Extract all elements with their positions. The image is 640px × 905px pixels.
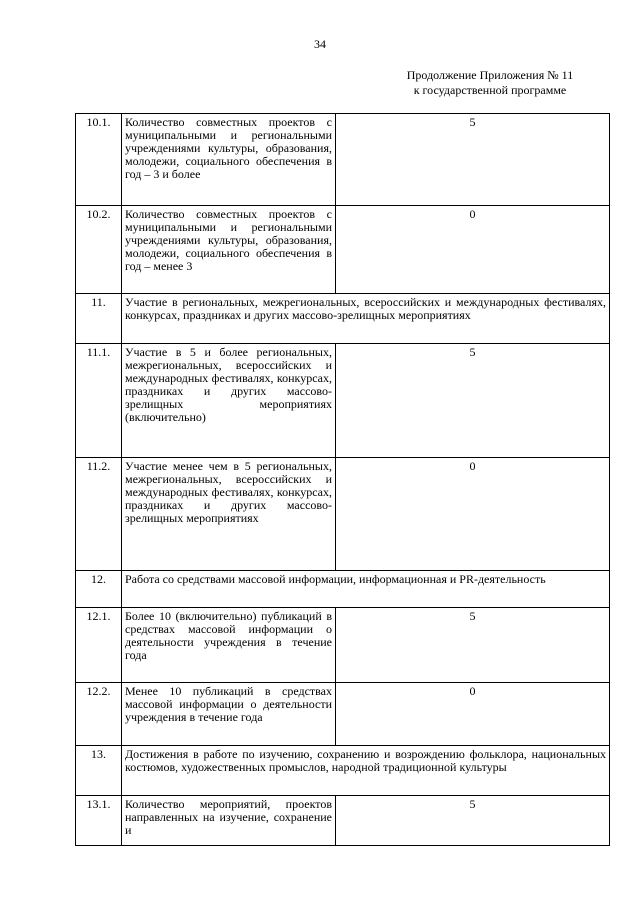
page-number: 34 [314,37,326,51]
criterion-text: Количество совместных проектов с муниципальными и региональными учреждениями культуры, образования, молодежи, социального обеспечения в год – 3 и более [122,114,336,206]
row-number: 11.1. [76,344,122,458]
criterion-text: Менее 10 публикаций в средствах массовой информации о деятельности учреждения в течение года [122,683,336,746]
section-number: 12. [76,571,122,608]
appendix-header [360,68,620,98]
row-number: 12.1. [76,608,122,683]
section-title: Участие в региональных, межрегиональных, всероссийских и международных фестивалях, конкурсах, праздниках и других массово-зрелищных мероприятиях [122,294,610,344]
row-number: 10.2. [76,206,122,294]
table-row-12 [76,571,610,608]
section-number: 11. [76,294,122,344]
table-row-11 [76,294,610,344]
row-number: 13.1. [76,796,122,846]
criterion-score: 5 [336,114,610,206]
criterion-text: Участие менее чем в 5 региональных, межрегиональных, всероссийских и международных фестивалях, конкурсах, праздниках и других массово-зрелищных мероприятиях [122,458,336,571]
criterion-text: Количество мероприятий, проектов направленных на изучение, сохранение и [122,796,336,846]
criterion-text: Участие в 5 и более региональных, межрегиональных, всероссийских и международных фестивалях, конкурсах, праздниках и других массово-зрелищных мероприятиях (включительно) [122,344,336,458]
table-row-13 [76,746,610,796]
section-title: Достижения в работе по изучению, сохранению и возрождению фольклора, национальных костюмов, художественных промыслов, народной традиционной культуры [122,746,610,796]
row-number: 11.2. [76,458,122,571]
table-row-12-2 [76,683,610,746]
table-row-10-2 [76,206,610,294]
table-row-12-1 [76,608,610,683]
criterion-score: 0 [336,206,610,294]
row-number: 10.1. [76,114,122,206]
appendix-header-line1: Продолжение Приложения № 11 [406,68,574,82]
criteria-table [75,113,610,846]
table-row-11-1 [76,344,610,458]
criterion-score: 5 [336,608,610,683]
row-number: 12.2. [76,683,122,746]
criterion-text: Более 10 (включительно) публикаций в средствах массовой информации о деятельности учреждения в течение года [122,608,336,683]
criterion-score: 5 [336,796,610,846]
table-row-11-2 [76,458,610,571]
table-row-10-1 [76,114,610,206]
criterion-text: Количество совместных проектов с муниципальными и региональными учреждениями культуры, образования, молодежи, социального обеспечения в год – менее 3 [122,206,336,294]
section-number: 13. [76,746,122,796]
criterion-score: 5 [336,344,610,458]
table-row-13-1 [76,796,610,846]
section-title: Работа со средствами массовой информации, информационная и PR-деятельность [122,571,610,608]
criterion-score: 0 [336,683,610,746]
criterion-score: 0 [336,458,610,571]
appendix-header-line2: к государственной программе [413,83,567,97]
